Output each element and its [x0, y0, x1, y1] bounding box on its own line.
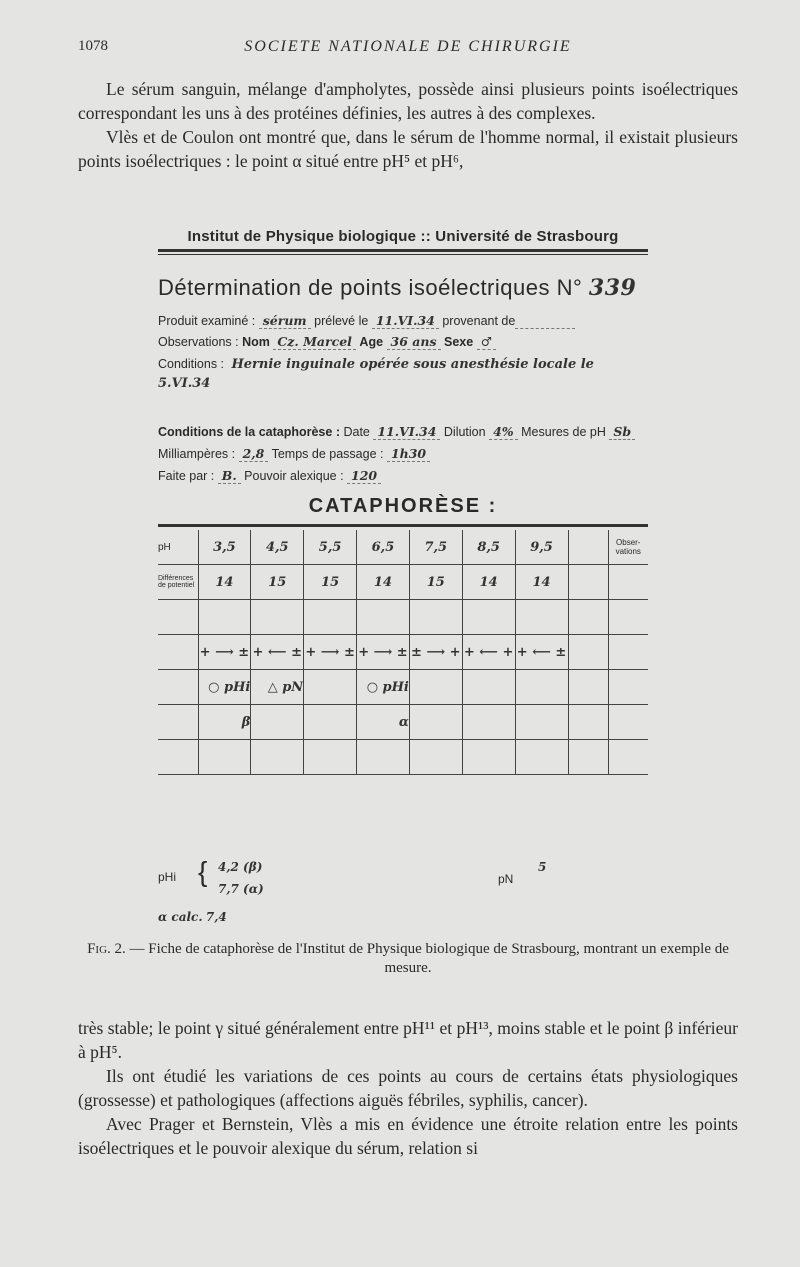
ph-value: 9,5 [530, 539, 553, 555]
faite-label: Faite par : [158, 469, 215, 483]
paragraph: Avec Prager et Bernstein, Vlès a mis en évidence une étroite relation entre les points isoélectriques et le pouvoir alexique du sérum, relation si [78, 1114, 738, 1158]
nom-value: Cz. Marcel [273, 334, 356, 350]
paragraph: Le sérum sanguin, mélange d'ampholytes, possède ainsi plusieurs points isoélectriques correspondant les uns à des protéines définies, les autres à des complexes. [78, 79, 738, 123]
divider [158, 524, 648, 527]
body-text-bottom [78, 1016, 738, 1160]
ph-value: 6,5 [371, 539, 395, 555]
cataphoresis-heading: CATAPHORÈSE : [308, 495, 498, 517]
paragraph: très stable; le point γ situé généralement entre pH¹¹ et pH¹³, moins stable et le point β inférieur à pH⁵. [78, 1018, 738, 1062]
observations-line [158, 334, 648, 349]
faite-value: B. [218, 468, 241, 484]
age-label: Age [359, 335, 384, 349]
temps-value: 1h30 [387, 446, 430, 462]
milli-label: Milliampères : [158, 447, 236, 461]
diff-value: 15 [321, 574, 340, 590]
conditions-line [158, 355, 648, 393]
empty-row [158, 740, 648, 775]
brace: { [198, 856, 208, 887]
divider [158, 249, 648, 255]
cataphoresis-table [158, 530, 648, 775]
figure-number: Fig. 2. [87, 941, 126, 957]
ph-row [158, 530, 648, 565]
greek-beta: β [241, 714, 251, 730]
mesures-value: Sb [609, 424, 635, 440]
pn-value: 5 [538, 860, 547, 874]
produit-value: sérum [259, 313, 311, 329]
caption-text: — Fiche de cataphorèse de l'Institut de Physique biologique de Strasbourg, montrant un exemple de mesure. [129, 941, 729, 976]
journal-title: SOCIETE NATIONALE DE CHIRURGIE [244, 38, 572, 55]
institution-heading: Institut de Physique biologique :: Université de Strasbourg [187, 228, 619, 245]
ph-value: 3,5 [213, 539, 236, 555]
alpha-calc [158, 910, 227, 924]
empty-row [158, 600, 648, 635]
migration-arrow: + ⟵ ± [252, 644, 302, 660]
date-label: Date [343, 425, 370, 439]
sexe-value: ♂ [477, 334, 496, 350]
ph-value: 5,5 [318, 539, 342, 555]
ph-value: 8,5 [477, 539, 500, 555]
page-number: 1078 [78, 38, 108, 54]
cataphoresis-card [158, 228, 648, 775]
greek-row [158, 705, 648, 740]
preleve-label: prélevé le [314, 314, 369, 328]
conditions-value: Hernie inguinale opérée sous anesthésie locale le 5.VI.34 [158, 357, 594, 391]
migration-arrow: + ⟶ ± [199, 644, 250, 660]
paragraph: Ils ont étudié les variations de ces points au cours de certains états physiologiques (grossesse) et pathologiques (affections aiguës fébriles, syphilis, cancer). [78, 1066, 738, 1110]
cataphoresis-conditions [158, 421, 648, 487]
observations-label: Observations : [158, 335, 239, 349]
pouvoir-value: 120 [347, 468, 381, 484]
phi-alpha: 7,7 (α) [218, 882, 264, 896]
observations-header: Obser-vations [608, 530, 648, 565]
sexe-label: Sexe [444, 335, 474, 349]
determination-title [158, 275, 648, 301]
ph-label: pH [158, 530, 198, 565]
diff-value: 14 [479, 574, 498, 590]
phi-beta: 4,2 (β) [218, 860, 263, 874]
pouvoir-label: Pouvoir alexique : [244, 469, 344, 483]
diff-row [158, 565, 648, 600]
running-header [78, 38, 738, 58]
diff-label: Différences de potentiel [158, 565, 198, 600]
marker-row [158, 670, 648, 705]
diff-value: 15 [426, 574, 445, 590]
conditions-label: Conditions : [158, 357, 225, 371]
diff-value: 14 [532, 574, 551, 590]
dilution-label: Dilution [443, 425, 486, 439]
produit-line [158, 313, 648, 328]
migration-arrow: + ⟶ ± [305, 644, 355, 660]
migration-arrow: + ⟵ + [463, 644, 514, 660]
migration-arrow: + ⟶ ± [358, 644, 408, 660]
figure-caption [78, 940, 738, 978]
body-text-top [78, 77, 738, 173]
migration-arrow: + ⟵ ± [516, 644, 567, 660]
marker-phi: ○ pHi [366, 679, 409, 695]
phi-label: pHi [158, 870, 177, 884]
diff-value: 14 [373, 574, 392, 590]
cata-cond-label: Conditions de la cataphorèse : [158, 425, 340, 439]
paragraph: Vlès et de Coulon ont montré que, dans le sérum de l'homme normal, il existait plusieurs points isoélectriques : le point α situé entre pH⁵ et pH⁶, [78, 127, 738, 171]
marker-phi: ○ pHi [208, 679, 251, 695]
provenant-label: provenant de [442, 314, 516, 328]
determination-label: Détermination de points isoélectriques N° [158, 275, 583, 300]
alpha-calc-value: 7,4 [205, 910, 227, 924]
greek-alpha: α [398, 714, 409, 730]
dilution-value: 4% [489, 424, 518, 440]
migration-arrow: ± ⟶ + [411, 644, 461, 660]
preleve-value: 11.VI.34 [372, 313, 439, 329]
temps-label: Temps de passage : [271, 447, 384, 461]
diff-value: 15 [268, 574, 287, 590]
marker-pn: △ pN [267, 679, 304, 695]
sheet-number: 339 [588, 275, 637, 301]
date-value: 11.VI.34 [373, 424, 440, 440]
nom-label: Nom [242, 335, 270, 349]
provenant-blank [515, 314, 575, 329]
alpha-calc-label: α calc. [158, 910, 203, 924]
milli-value: 2,8 [239, 446, 269, 462]
produit-label: Produit examiné : [158, 314, 256, 328]
ph-value: 4,5 [265, 539, 289, 555]
arrow-row [158, 635, 648, 670]
mesures-label: Mesures de pH [521, 425, 606, 439]
age-value: 36 ans [387, 334, 441, 350]
diff-value: 14 [215, 574, 234, 590]
pn-label: pN [498, 872, 514, 886]
ph-value: 7,5 [424, 539, 448, 555]
